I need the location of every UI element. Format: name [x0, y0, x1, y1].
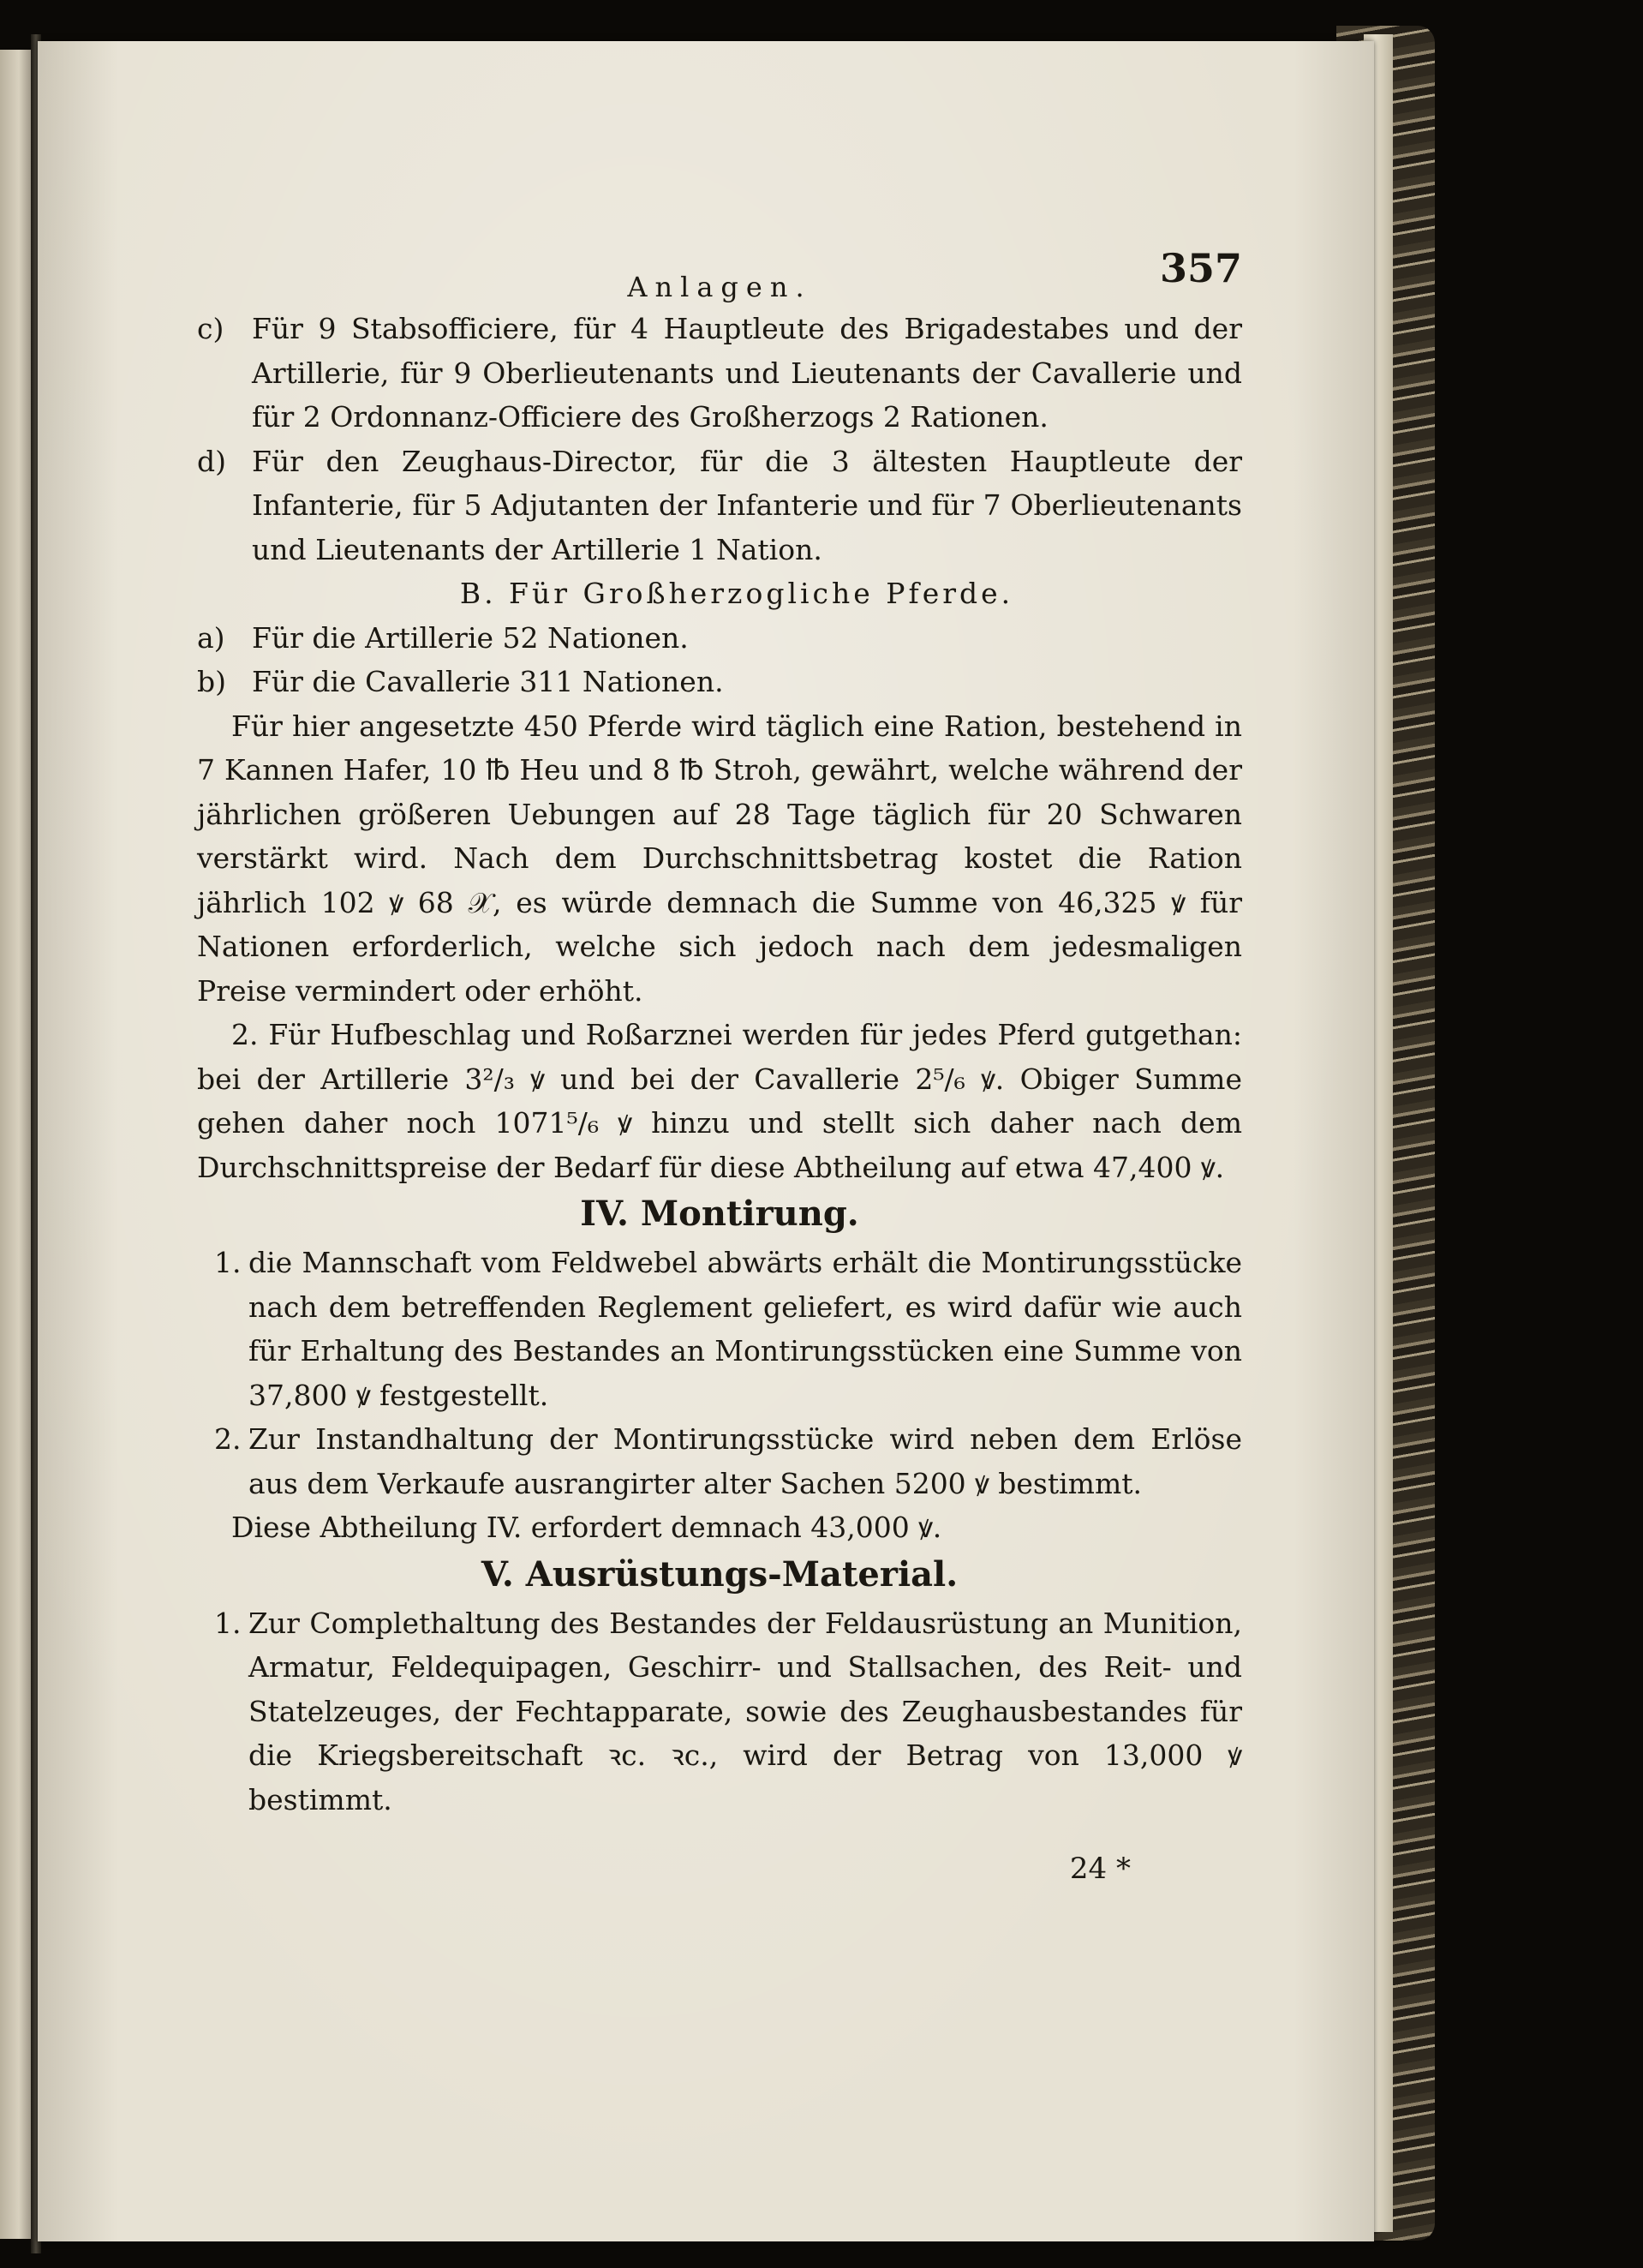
item-text: Für die Artillerie 52 Nationen.: [252, 620, 689, 655]
item-label: 1.: [214, 1246, 242, 1279]
left-page-edge: [0, 50, 34, 2239]
list-item-c: [197, 307, 1242, 440]
item-text: Zur Complethaltung des Bestandes der Feldausrüstung an Munition, Armatur, Feldequipagen, Geschirr- und Stallsachen, des Reit- und Statelzeuges, der Fechtapparate, sowie des Zeughausbestandes für die Kriegsbereitschaft ꝛc. ꝛc., wird der Betrag von 13,000 ꝟ bestimmt.: [248, 1606, 1242, 1816]
list-item-iv-1: [197, 1241, 1242, 1417]
list-item-a: [197, 616, 1242, 661]
list-item-iv-2: [197, 1417, 1242, 1505]
item-label: 2.: [214, 1422, 242, 1456]
item-text: Für den Zeughaus-Director, für die 3 ältesten Hauptleute der Infanterie, für 5 Adjutanten der Infanterie und für 7 Oberlieutenants und Lieutenants der Artillerie 1 Nation.: [252, 444, 1242, 566]
book-page: [38, 41, 1374, 2241]
item-text: Für die Cavallerie 311 Nationen.: [252, 665, 724, 698]
page-header: [197, 238, 1242, 307]
list-item-b: [197, 660, 1242, 704]
running-title: Anlagen.: [627, 271, 812, 303]
item-label: 1.: [214, 1606, 242, 1640]
item-text: die Mannschaft vom Feldwebel abwärts erhält die Montirungsstücke nach dem betreffenden Reglement geliefert, es wird dafür wie auch für Erhaltung des Bestandes an Montirungsstücken eine Summe von 37,800 ꝟ festgestellt.: [248, 1246, 1242, 1412]
paragraph-rations: Für hier angesetzte 450 Pferde wird täglich eine Ration, bestehend in 7 Kannen Hafer, 10 ℔ Heu und 8 ℔ Stroh, gewährt, welche während der jährlichen größeren Uebungen auf 28 Tage täglich für 20 Schwaren verstärkt wird. Nach dem Durchschnittsbetrag kostet die Ration jährlich 102 ꝟ 68 𝒳, es würde demnach die Summe von 46,325 ꝟ für Nationen erforderlich, welche sich jedoch nach dem jedesmaligen Preise vermindert oder erhöht.: [197, 709, 1242, 1008]
item-text: Zur Instandhaltung der Montirungsstücke wird neben dem Erlöse aus dem Verkaufe ausrangirter alter Sachen 5200 ꝟ bestimmt.: [248, 1422, 1242, 1500]
signature-mark: 24 *: [1069, 1852, 1131, 1886]
paragraph-hufbeschlag: 2. Für Hufbeschlag und Roßarznei werden für jedes Pferd gutgethan: bei der Artillerie 3²/₃ ꝟ und bei der Cavallerie 2⁵/₆ ꝟ. Obiger Summe gehen daher noch 1071⁵/₆ ꝟ hinzu und stellt sich daher nach dem Durchschnittspreise der Bedarf für diese Abtheilung auf etwa 47,400 ꝟ.: [197, 1018, 1242, 1184]
section-iv-summary: Diese Abtheilung IV. erfordert demnach 43,000 ꝟ.: [231, 1511, 942, 1544]
item-label: d): [197, 444, 226, 478]
section-heading-v: V. Ausrüstungs-Material.: [481, 1553, 959, 1595]
item-label: a): [197, 620, 225, 655]
item-label: b): [197, 665, 226, 698]
section-heading-iv: IV. Montirung.: [580, 1194, 859, 1234]
item-text: Für 9 Stabsofficiere, für 4 Hauptleute des Brigadestabes und der Artillerie, für 9 Oberlieutenants und Lieutenants der Cavallerie und für 2 Ordonnanz-Officiere des Großherzogs 2 Rationen.: [252, 312, 1242, 434]
list-item-d: [197, 440, 1242, 572]
list-item-v-1: [197, 1601, 1242, 1822]
page-text-block: [197, 238, 1242, 2192]
subheading-b: B. Für Großherzogliche Pferde.: [459, 577, 1014, 610]
page-number: 357: [1159, 245, 1242, 291]
item-label: c): [197, 312, 224, 345]
